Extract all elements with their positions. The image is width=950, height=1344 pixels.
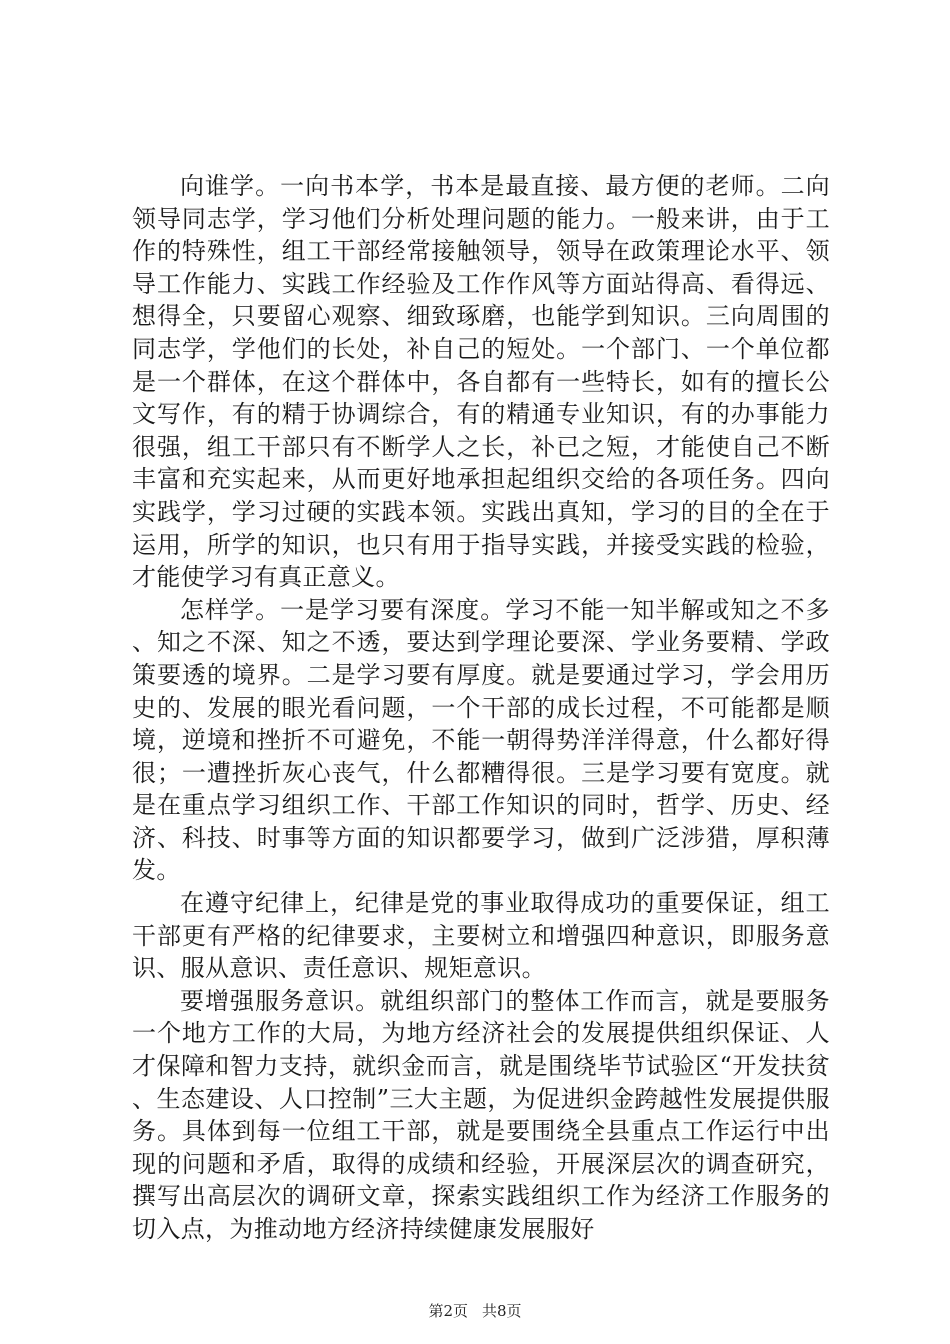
paragraph-service-awareness: 要增强服务意识。就组织部门的整体工作而言，就是要服务一个地方工作的大局，为地方经济社会的发展提供组织保证、人才保障和智力支持，就织金而言，就是围绕毕节试验区“开发扶贫、生态建设、人口控制”三大主题，为促进织金跨越性发展提供服务。具体到每一位组工干部，就是要围绕全县重点工作运行中出现的问题和矛盾，取得的成绩和经验，开展深层次的调查研究，撰写出高层次的调研文章，探索实践组织工作为经济工作服务的切入点，为推动地方经济持续健康发展服好 bbox=[132, 986, 830, 1243]
page-total: 共8页 bbox=[482, 1302, 522, 1320]
page-footer bbox=[0, 1300, 950, 1321]
paragraph-discipline: 在遵守纪律上，纪律是党的事业取得成功的重要保证，组工干部更有严格的纪律要求，主要树立和增强四种意识，即服务意识、服从意识、责任意识、规矩意识。 bbox=[132, 889, 830, 983]
document-body bbox=[132, 170, 830, 1246]
paragraph-learn-from-whom: 向谁学。一向书本学，书本是最直接、最方便的老师。二向领导同志学，学习他们分析处理问题的能力。一般来讲，由于工作的特殊性，组工干部经常接触领导，领导在政策理论水平、领导工作能力、实践工作经验及工作作风等方面站得高、看得远、想得全，只要留心观察、细致琢磨，也能学到知识。三向周围的同志学，学他们的长处，补自己的短处。一个部门、一个单位都是一个群体，在这个群体中，各自都有一些特长，如有的擅长公文写作，有的精于协调综合，有的精通专业知识，有的办事能力很强，组工干部只有不断学人之长，补已之短，才能使自己不断丰富和充实起来，从而更好地承担起组织交给的各项任务。四向实践学，学习过硬的实践本领。实践出真知，学习的目的全在于运用，所学的知识，也只有用于指导实践，并接受实践的检验，才能使学习有真正意义。 bbox=[132, 172, 830, 592]
page-number: 第2页 bbox=[428, 1302, 468, 1320]
paragraph-how-to-learn: 怎样学。一是学习要有深度。学习不能一知半解或知之不多、知之不深、知之不透，要达到学理论要深、学业务要精、学政策要透的境界。二是学习要有厚度。就是要通过学习，学会用历史的、发展的眼光看问题，一个干部的成长过程，不可能都是顺境，逆境和挫折不可避免，不能一朝得势洋洋得意，什么都好得很；一遭挫折灰心丧气，什么都糟得很。三是学习要有宽度。就是在重点学习组织工作、干部工作知识的同时，哲学、历史、经济、科技、时事等方面的知识都要学习，做到广泛涉猎，厚积薄发。 bbox=[132, 595, 830, 885]
